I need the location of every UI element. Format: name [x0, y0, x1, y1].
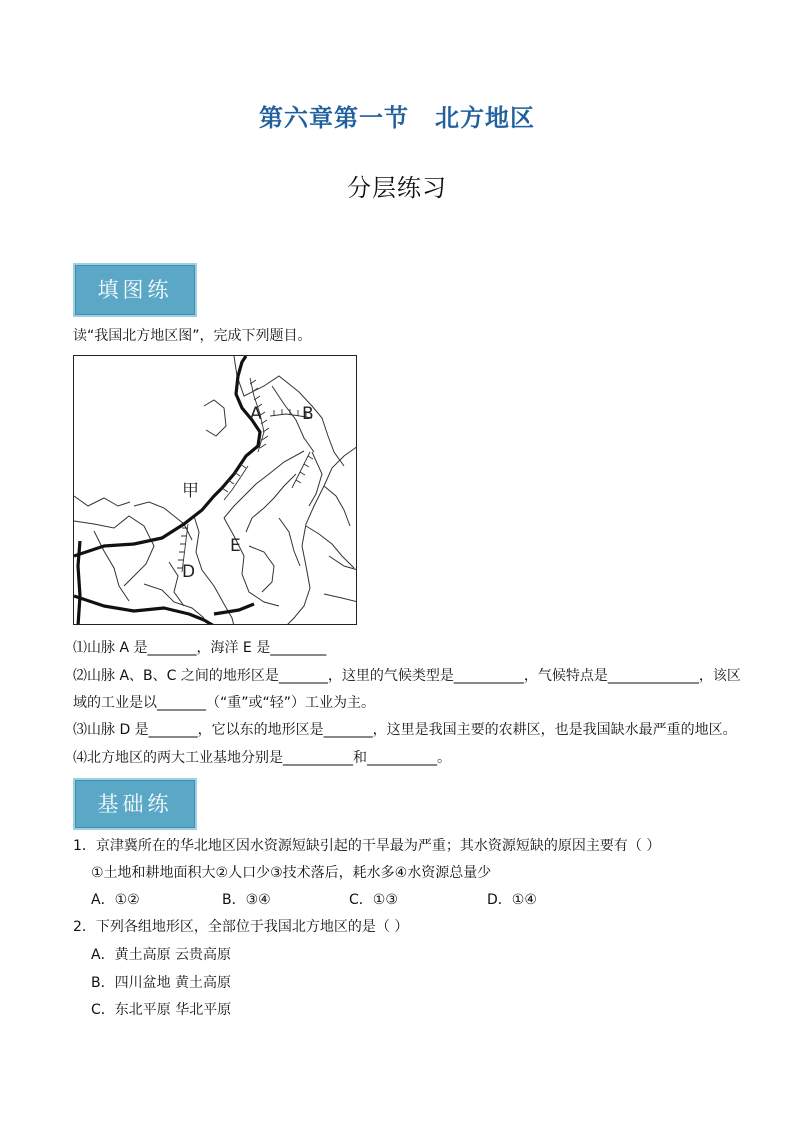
- question-1-detail: ①土地和耕地面积大②人口少③技术落后，耗水多④水资源总量少: [91, 865, 492, 881]
- map-label-a: A: [250, 404, 262, 424]
- map-question-4: ⑷北方地区的两大工业基地分别是__________和__________。: [73, 750, 451, 766]
- question-2-option-b: B．四川盆地 黄土高原: [91, 975, 232, 991]
- question-1-stem: 1．京津冀所在的华北地区因水资源短缺引起的干旱最为严重；其水资源短缺的原因主要有（ ）: [73, 838, 661, 854]
- map-question-1: ⑴山脉 A 是_______，海洋 E 是________: [73, 640, 327, 656]
- section-badge-map-exercise: 填图练: [73, 263, 197, 317]
- question-2-option-a: A．黄土高原 云贵高原: [91, 947, 232, 963]
- map-question-2: ⑵山脉 A、B、C 之间的地形区是_______，这里的气候类型是__________，气候特点是_____________，该区: [73, 668, 741, 684]
- question-1-option-c: C．①③: [349, 892, 398, 908]
- north-china-map: [73, 355, 357, 625]
- question-2-option-c: C．东北平原 华北平原: [91, 1002, 232, 1018]
- map-drawing: [74, 356, 357, 625]
- map-question-2-cont: 域的工业是以_______（“重”或“轻”）工业为主。: [73, 695, 376, 711]
- map-label-jia: 甲: [182, 481, 199, 501]
- map-label-b: B: [302, 404, 314, 424]
- question-1-option-b: B．③④: [222, 892, 271, 908]
- map-question-3: ⑶山脉 D 是_______，它以东的地形区是_______，这里是我国主要的农耕区，也是我国缺水最严重的地区。: [73, 722, 737, 738]
- section-badge-basic-exercise: 基础练: [73, 778, 197, 830]
- map-label-e: E: [230, 536, 241, 556]
- map-label-d: D: [182, 562, 196, 582]
- title-region: 北方地区: [435, 104, 535, 132]
- title-chapter: 第六章第一节: [259, 104, 409, 132]
- page-subtitle: 分层练习: [347, 174, 447, 202]
- question-1-option-a: A．①②: [91, 892, 140, 908]
- page-title: [0, 98, 794, 133]
- map-instruction: 读“我国北方地区图”，完成下列题目。: [73, 328, 312, 344]
- question-2-stem: 2．下列各组地形区，全部位于我国北方地区的是（ ）: [73, 919, 409, 935]
- question-1-option-d: D．①④: [487, 892, 537, 908]
